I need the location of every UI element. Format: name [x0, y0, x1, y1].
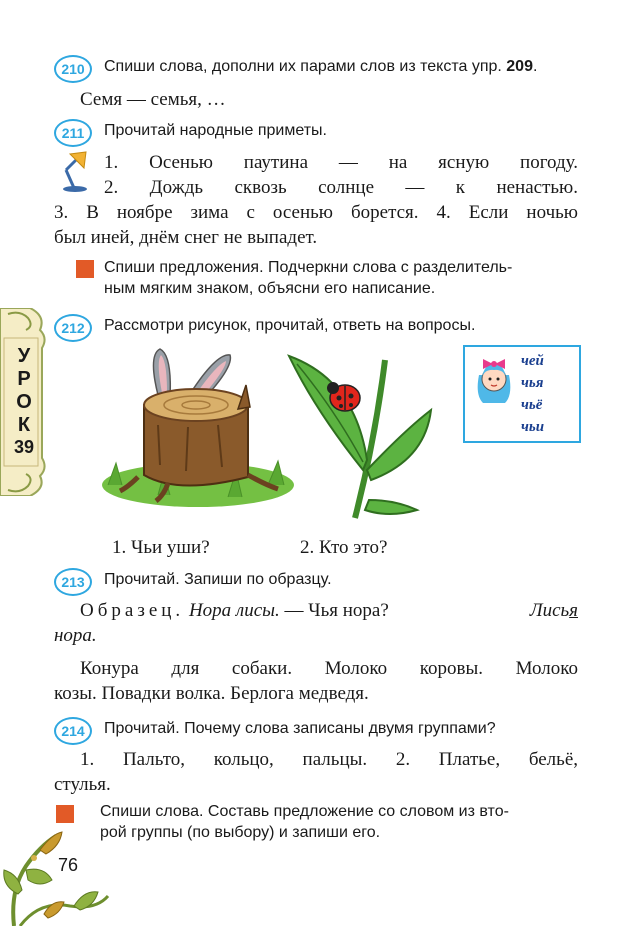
- exercise-213-line-2: козы. Повадки волка. Берлога медведя.: [54, 683, 369, 704]
- exercise-212-question-1: 1. Чьи уши?: [112, 537, 210, 558]
- exercise-number-213: 213: [54, 568, 92, 596]
- exercise-number-210: 210: [54, 55, 92, 83]
- instruction-bold-ref: 209: [506, 58, 533, 75]
- word-reference-box: [463, 345, 581, 443]
- lesson-tab-letter: О: [16, 391, 32, 413]
- task-square-icon: [76, 260, 94, 278]
- exercise-211-instruction: Прочитай народные приметы.: [104, 122, 327, 139]
- lesson-tab-letter: У: [17, 345, 31, 367]
- exercise-number-212: 212: [54, 314, 92, 342]
- exercise-214-task-line-2: рой группы (по выбору) и запиши его.: [100, 824, 381, 841]
- instruction-text: Спиши слова, дополни их парами слов из текста упр.: [104, 58, 507, 75]
- exercise-212-question-2: 2. Кто это?: [300, 537, 388, 558]
- exercise-213-line-1: Конура для собаки. Молоко коровы. Молоко: [80, 658, 578, 679]
- exercise-213-sample-line-2: нора.: [54, 625, 97, 646]
- lamp-icon: [52, 148, 98, 194]
- box-word-3: чьё: [521, 397, 543, 413]
- box-word-4: чьи: [521, 419, 545, 435]
- page-number: 76: [58, 855, 79, 875]
- lesson-tab-letter: К: [17, 414, 31, 436]
- exercise-211-line-2: 2. Дождь сквозь солнце — к ненастью.: [104, 177, 578, 198]
- exercise-210-instruction: [104, 56, 537, 78]
- exercise-211-task-line-2: ным мягким знаком, объясни его написание.: [104, 280, 436, 297]
- exercise-213-sample-line-1: [80, 598, 578, 623]
- exercise-214-line-2: стулья.: [54, 774, 111, 795]
- sample-answer-underlined-ending: я: [569, 600, 578, 621]
- exercise-211-line-4: был иней, днём снег не выпадет.: [54, 227, 318, 248]
- lesson-tab: [0, 308, 48, 496]
- stump-with-hare-ears-illustration: [98, 345, 298, 515]
- exercise-211-line-1: 1. Осенью паутина — на ясную погоду.: [104, 152, 578, 173]
- girl-with-bow-icon: [473, 355, 515, 405]
- sample-phrase: Нора лисы.: [188, 600, 280, 621]
- instruction-end: .: [532, 58, 538, 75]
- exercise-214-instruction: Прочитай. Почему слова записаны двумя группами?: [104, 720, 496, 737]
- exercise-211-task-line-1: Спиши предложения. Подчеркни слова с разделитель-: [104, 259, 513, 276]
- leaf-with-ladybug-illustration: [285, 350, 435, 520]
- sample-label: Образец.: [80, 600, 185, 621]
- lesson-number: 39: [13, 437, 35, 457]
- exercise-number-214: 214: [54, 717, 92, 745]
- sample-answer: Лись: [529, 600, 570, 621]
- exercise-214-task-line-1: Спиши слова. Составь предложение со словом из вто-: [100, 803, 509, 820]
- task-square-icon: [56, 805, 74, 823]
- lesson-tab-letter: Р: [17, 368, 31, 390]
- exercise-214-line-1: 1. Пальто, кольцо, пальцы. 2. Платье, бельё,: [80, 749, 578, 770]
- box-word-1: чей: [521, 353, 544, 369]
- corner-ornament-icon: [0, 830, 120, 926]
- sample-question: — Чья нора?: [279, 600, 394, 621]
- exercise-210-line: Семя — семья, …: [80, 89, 226, 110]
- exercise-213-instruction: Прочитай. Запиши по образцу.: [104, 571, 332, 588]
- exercise-number-211: 211: [54, 119, 92, 147]
- exercise-212-instruction: Рассмотри рисунок, прочитай, ответь на вопросы.: [104, 317, 476, 334]
- exercise-211-line-3: 3. В ноябре зима с осенью борется. 4. Если ночью: [54, 202, 578, 223]
- box-word-2: чья: [521, 375, 544, 391]
